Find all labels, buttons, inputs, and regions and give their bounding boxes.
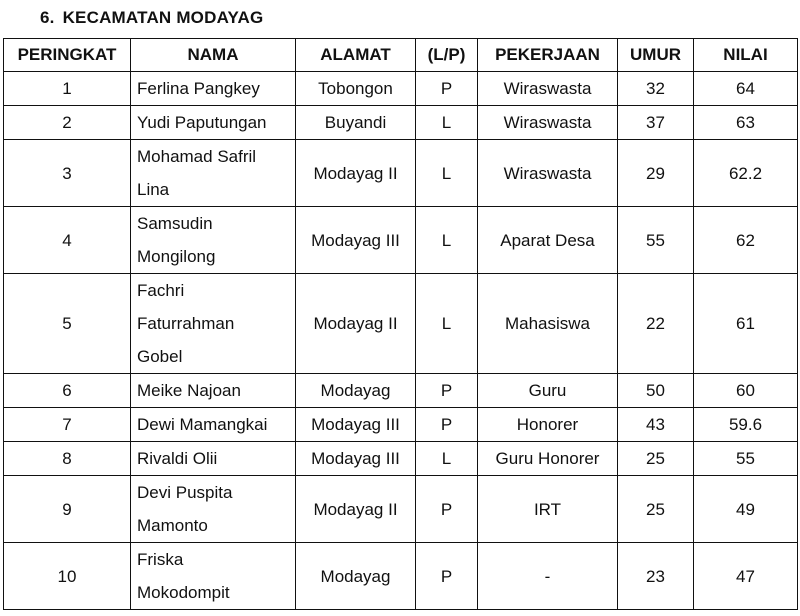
name-line: Meike Najoan [137, 381, 241, 400]
score-cell: 49 [694, 476, 798, 543]
gender-cell: P [416, 408, 478, 442]
name-line: Dewi Mamangkai [137, 415, 268, 434]
address-cell: Modayag II [296, 140, 416, 207]
job-cell: Wiraswasta [478, 140, 618, 207]
job-cell: Honorer [478, 408, 618, 442]
score-cell: 62.2 [694, 140, 798, 207]
section-title: KECAMATAN MODAYAG [62, 8, 264, 27]
column-header-rank: PERINGKAT [4, 39, 131, 72]
name-cell [131, 476, 296, 543]
name-line: Rivaldi Olii [137, 449, 218, 468]
age-cell: 22 [618, 274, 694, 374]
job-cell: - [478, 543, 618, 610]
job-cell: IRT [478, 476, 618, 543]
column-header-name: NAMA [131, 39, 296, 72]
score-cell: 64 [694, 72, 798, 106]
rank-cell: 7 [4, 408, 131, 442]
address-cell: Modayag [296, 374, 416, 408]
name-cell [131, 543, 296, 610]
address-cell: Modayag II [296, 274, 416, 374]
job-cell: Aparat Desa [478, 207, 618, 274]
rank-cell: 8 [4, 442, 131, 476]
name-line: Lina [137, 180, 170, 199]
name-line: Mohamad Safril [137, 147, 257, 166]
table-row [4, 140, 798, 207]
column-header-gender: (L/P) [416, 39, 478, 72]
name-cell [131, 374, 296, 408]
address-cell: Modayag [296, 543, 416, 610]
address-cell: Modayag III [296, 442, 416, 476]
name-line: Yudi Paputungan [137, 113, 267, 132]
table-row [4, 374, 798, 408]
score-cell: 55 [694, 442, 798, 476]
address-cell: Modayag III [296, 408, 416, 442]
rank-cell: 1 [4, 72, 131, 106]
rank-cell: 4 [4, 207, 131, 274]
name-cell [131, 72, 296, 106]
table-body [4, 72, 798, 610]
rank-cell: 10 [4, 543, 131, 610]
table-row [4, 72, 798, 106]
score-cell: 61 [694, 274, 798, 374]
column-header-age: UMUR [618, 39, 694, 72]
name-line: Mamonto [137, 516, 208, 535]
age-cell: 25 [618, 442, 694, 476]
gender-cell: L [416, 207, 478, 274]
address-cell: Modayag II [296, 476, 416, 543]
column-header-job: PEKERJAAN [478, 39, 618, 72]
gender-cell: P [416, 543, 478, 610]
table-row [4, 408, 798, 442]
table-header-row [4, 39, 798, 72]
rank-cell: 3 [4, 140, 131, 207]
name-line: Devi Puspita [137, 483, 233, 502]
gender-cell: L [416, 140, 478, 207]
name-cell [131, 207, 296, 274]
table-row [4, 543, 798, 610]
age-cell: 32 [618, 72, 694, 106]
gender-cell: L [416, 106, 478, 140]
job-cell: Wiraswasta [478, 72, 618, 106]
column-header-score: NILAI [694, 39, 798, 72]
job-cell: Guru [478, 374, 618, 408]
gender-cell: P [416, 476, 478, 543]
table-row [4, 274, 798, 374]
section-heading [40, 8, 263, 28]
job-cell: Wiraswasta [478, 106, 618, 140]
job-cell: Guru Honorer [478, 442, 618, 476]
age-cell: 23 [618, 543, 694, 610]
name-line: Mokodompit [137, 583, 230, 602]
name-line: Fachri [137, 281, 185, 300]
score-cell: 60 [694, 374, 798, 408]
gender-cell: L [416, 442, 478, 476]
name-cell [131, 274, 296, 374]
score-cell: 63 [694, 106, 798, 140]
age-cell: 37 [618, 106, 694, 140]
address-cell: Modayag III [296, 207, 416, 274]
age-cell: 50 [618, 374, 694, 408]
table-row [4, 207, 798, 274]
table-row [4, 442, 798, 476]
rank-cell: 6 [4, 374, 131, 408]
gender-cell: P [416, 374, 478, 408]
name-line: Mongilong [137, 247, 216, 266]
age-cell: 55 [618, 207, 694, 274]
name-line: Ferlina Pangkey [137, 79, 260, 98]
address-cell: Tobongon [296, 72, 416, 106]
age-cell: 29 [618, 140, 694, 207]
address-cell: Buyandi [296, 106, 416, 140]
score-cell: 59.6 [694, 408, 798, 442]
name-cell [131, 106, 296, 140]
score-cell: 47 [694, 543, 798, 610]
section-number: 6. [40, 8, 55, 27]
name-cell [131, 442, 296, 476]
ranking-table [3, 38, 798, 610]
name-line: Faturrahman [137, 314, 235, 333]
table-row [4, 106, 798, 140]
name-line: Samsudin [137, 214, 213, 233]
name-cell [131, 140, 296, 207]
age-cell: 25 [618, 476, 694, 543]
gender-cell: P [416, 72, 478, 106]
gender-cell: L [416, 274, 478, 374]
rank-cell: 5 [4, 274, 131, 374]
table-row [4, 476, 798, 543]
name-line: Gobel [137, 347, 183, 366]
name-line: Friska [137, 550, 184, 569]
name-cell [131, 408, 296, 442]
rank-cell: 9 [4, 476, 131, 543]
job-cell: Mahasiswa [478, 274, 618, 374]
score-cell: 62 [694, 207, 798, 274]
age-cell: 43 [618, 408, 694, 442]
column-header-address: ALAMAT [296, 39, 416, 72]
rank-cell: 2 [4, 106, 131, 140]
